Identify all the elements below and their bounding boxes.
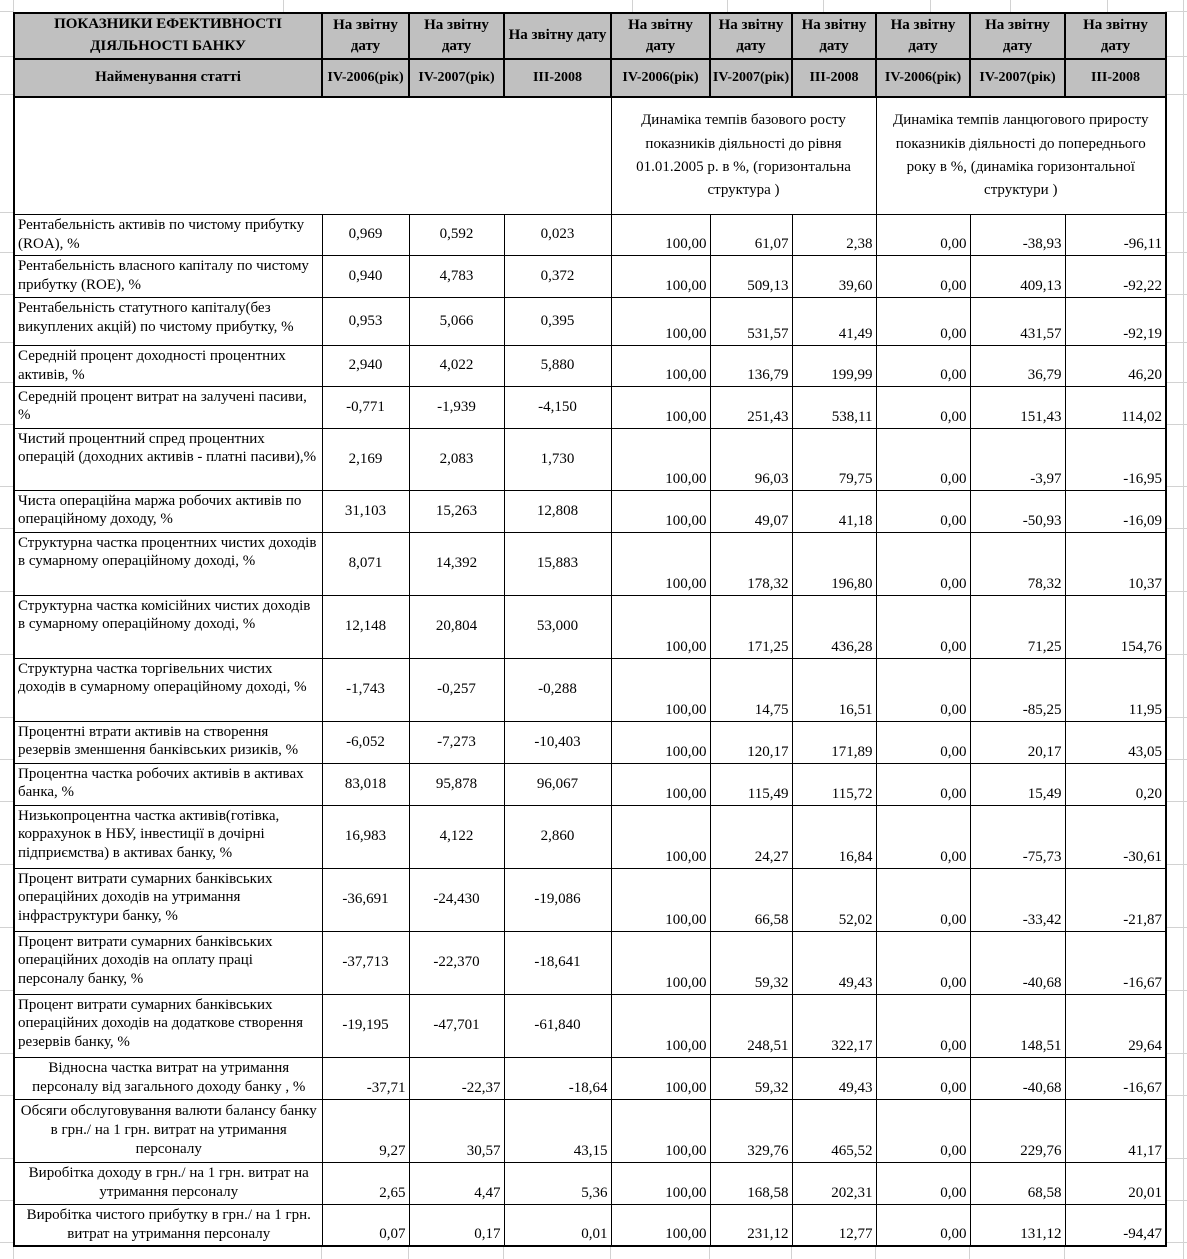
value-cell[interactable]: 100,00	[611, 994, 710, 1057]
indicator-name-cell[interactable]: Процент витрати сумарних банківських операційних доходів на утримання інфраструктури банку, %	[14, 868, 322, 931]
value-cell[interactable]: 0,395	[504, 297, 611, 345]
value-cell[interactable]: 199,99	[792, 345, 876, 386]
value-cell[interactable]: 96,067	[504, 763, 611, 805]
value-cell[interactable]: 0,00	[876, 805, 970, 868]
table-row	[14, 931, 1166, 994]
value-cell[interactable]: 100,00	[611, 297, 710, 345]
value-cell[interactable]: 100,00	[611, 1057, 710, 1099]
report-date-header-cell[interactable]: На звітну дату	[322, 13, 409, 59]
value-cell[interactable]: 509,13	[710, 255, 792, 297]
value-cell[interactable]: -36,691	[322, 868, 409, 931]
value-cell[interactable]: 68,58	[970, 1162, 1065, 1204]
value-cell[interactable]: -50,93	[970, 490, 1065, 532]
value-cell[interactable]: -19,195	[322, 994, 409, 1057]
value-cell[interactable]: 196,80	[792, 532, 876, 595]
spreadsheet-gridline	[0, 342, 13, 343]
indicator-name-cell[interactable]: Структурна частка процентних чистих доходів в сумарному операційному доході, %	[14, 532, 322, 595]
value-cell[interactable]: -96,11	[1065, 215, 1166, 256]
value-cell[interactable]: 4,122	[409, 805, 504, 868]
spreadsheet-gridline	[0, 212, 13, 213]
value-cell[interactable]: 100,00	[611, 1099, 710, 1162]
table-row	[14, 215, 1166, 256]
spreadsheet-gridline	[0, 654, 13, 655]
report-date-header-cell[interactable]: На звітну дату	[409, 13, 504, 59]
value-cell[interactable]: 14,75	[710, 658, 792, 721]
spreadsheet-gridline	[1183, 0, 1184, 1259]
value-cell[interactable]: 20,17	[970, 721, 1065, 763]
value-cell[interactable]: 96,03	[710, 428, 792, 490]
value-cell[interactable]: 100,00	[611, 658, 710, 721]
period-header-cell[interactable]: IV-2006(рік)	[322, 59, 409, 97]
value-cell[interactable]: 248,51	[710, 994, 792, 1057]
value-cell[interactable]: -1,939	[409, 386, 504, 428]
value-cell[interactable]: 12,808	[504, 490, 611, 532]
indicator-name-cell[interactable]: Рентабельність активів по чистому прибутку (ROA), %	[14, 215, 322, 256]
spreadsheet-gridline	[0, 801, 13, 802]
spreadsheet-gridline	[823, 0, 824, 12]
value-cell[interactable]: 2,083	[409, 428, 504, 490]
value-cell[interactable]: 100,00	[611, 345, 710, 386]
table-row	[14, 428, 1166, 490]
spreadsheet-gridline	[727, 0, 728, 12]
value-cell[interactable]: 10,37	[1065, 532, 1166, 595]
value-cell[interactable]: 12,77	[792, 1204, 876, 1246]
spreadsheet-gridline	[930, 0, 931, 12]
value-cell[interactable]: 100,00	[611, 595, 710, 658]
value-cell[interactable]: -75,73	[970, 805, 1065, 868]
value-cell[interactable]: 115,72	[792, 763, 876, 805]
spreadsheet-gridline	[0, 1242, 13, 1243]
value-cell[interactable]: 49,43	[792, 1057, 876, 1099]
table-row	[14, 297, 1166, 345]
table-row	[14, 595, 1166, 658]
value-cell[interactable]: -10,403	[504, 721, 611, 763]
value-cell[interactable]: 100,00	[611, 386, 710, 428]
value-cell[interactable]: -16,95	[1065, 428, 1166, 490]
value-cell[interactable]: 0,00	[876, 1057, 970, 1099]
spreadsheet-gridline	[0, 424, 13, 425]
value-cell[interactable]: 16,51	[792, 658, 876, 721]
value-cell[interactable]: 100,00	[611, 532, 710, 595]
value-cell[interactable]: 0,023	[504, 215, 611, 256]
value-cell[interactable]: 39,60	[792, 255, 876, 297]
value-cell[interactable]: -47,701	[409, 994, 504, 1057]
indicator-name-cell[interactable]: Рентабельність власного капіталу по чистому прибутку (ROE), %	[14, 255, 322, 297]
period-header-cell[interactable]: IV-2007(рік)	[970, 59, 1065, 97]
value-cell[interactable]: 100,00	[611, 215, 710, 256]
spreadsheet-gridline	[0, 1158, 13, 1159]
value-cell[interactable]: -24,430	[409, 868, 504, 931]
value-cell[interactable]: 0,00	[876, 595, 970, 658]
value-cell[interactable]: 14,392	[409, 532, 504, 595]
value-cell[interactable]: 120,17	[710, 721, 792, 763]
spreadsheet-gridline	[0, 927, 13, 928]
value-cell[interactable]: -40,68	[970, 931, 1065, 994]
indicator-name-cell[interactable]: Процент витрати сумарних банківських операційних доходів на оплату праці персоналу банку, %	[14, 931, 322, 994]
table-row	[14, 805, 1166, 868]
value-cell[interactable]: 29,64	[1065, 994, 1166, 1057]
value-cell[interactable]: 11,95	[1065, 658, 1166, 721]
value-cell[interactable]: 100,00	[611, 721, 710, 763]
value-cell[interactable]: 46,20	[1065, 345, 1166, 386]
header-row-dates	[14, 13, 1166, 59]
value-cell[interactable]: 4,022	[409, 345, 504, 386]
spreadsheet-gridline	[0, 759, 13, 760]
value-cell[interactable]: 0,00	[876, 1099, 970, 1162]
value-cell[interactable]: 0,953	[322, 297, 409, 345]
value-cell[interactable]: -18,641	[504, 931, 611, 994]
value-cell[interactable]: 78,32	[970, 532, 1065, 595]
table-row	[14, 868, 1166, 931]
value-cell[interactable]: 0,00	[876, 994, 970, 1057]
report-date-header-cell[interactable]: На звітну дату	[792, 13, 876, 59]
spreadsheet-gridline	[0, 252, 13, 253]
value-cell[interactable]: 0,00	[876, 386, 970, 428]
spreadsheet-gridline	[13, 0, 14, 12]
value-cell[interactable]: 5,880	[504, 345, 611, 386]
value-cell[interactable]: 154,76	[1065, 595, 1166, 658]
value-cell[interactable]: -16,67	[1065, 931, 1166, 994]
value-cell[interactable]: 9,27	[322, 1099, 409, 1162]
value-cell[interactable]: 436,28	[792, 595, 876, 658]
spreadsheet-gridline	[0, 1053, 13, 1054]
indicator-name-cell[interactable]: Виробітка чистого прибутку в грн./ на 1 грн. витрат на утримання персоналу	[14, 1204, 322, 1246]
spreadsheet-gridline	[0, 528, 13, 529]
value-cell[interactable]: 431,57	[970, 297, 1065, 345]
value-cell[interactable]: 0,00	[876, 1162, 970, 1204]
value-cell[interactable]: 36,79	[970, 345, 1065, 386]
value-cell[interactable]: 59,32	[710, 931, 792, 994]
value-cell[interactable]: -37,71	[322, 1057, 409, 1099]
indicator-name-cell[interactable]: Виробітка доходу в грн./ на 1 грн. витрат на утримання персоналу	[14, 1162, 322, 1204]
period-header-cell[interactable]: IV-2006(рік)	[611, 59, 710, 97]
value-cell[interactable]: 0,01	[504, 1204, 611, 1246]
value-cell[interactable]: 41,17	[1065, 1099, 1166, 1162]
value-cell[interactable]: 4,47	[409, 1162, 504, 1204]
value-cell[interactable]: 229,76	[970, 1099, 1065, 1162]
period-header-cell[interactable]: III-2008	[1065, 59, 1166, 97]
indicator-name-cell[interactable]: Процентні втрати активів на створення резервів зменшення банківських ризиків, %	[14, 721, 322, 763]
table-row	[14, 532, 1166, 595]
value-cell[interactable]: 8,071	[322, 532, 409, 595]
value-cell[interactable]: -7,273	[409, 721, 504, 763]
value-cell[interactable]: 0,00	[876, 532, 970, 595]
spreadsheet-gridline	[0, 1200, 13, 1201]
value-cell[interactable]: 15,49	[970, 763, 1065, 805]
value-cell[interactable]: 0,940	[322, 255, 409, 297]
value-cell[interactable]: 24,27	[710, 805, 792, 868]
value-cell[interactable]: 0,00	[876, 297, 970, 345]
value-cell[interactable]: 0,00	[876, 490, 970, 532]
table-row	[14, 386, 1166, 428]
spreadsheet-gridline	[0, 11, 13, 12]
value-cell[interactable]: 100,00	[611, 428, 710, 490]
value-cell[interactable]: 136,79	[710, 345, 792, 386]
chain-growth-note[interactable]: Динаміка темпів ланцюгового приросту показників діяльності до попереднього року в %, (динаміка горизонтальної структури )	[876, 97, 1166, 215]
value-cell[interactable]: 2,169	[322, 428, 409, 490]
value-cell[interactable]: 151,43	[970, 386, 1065, 428]
value-cell[interactable]: 114,02	[1065, 386, 1166, 428]
notes-row	[14, 97, 1166, 215]
value-cell[interactable]: 15,263	[409, 490, 504, 532]
table-row	[14, 658, 1166, 721]
value-cell[interactable]: -92,19	[1065, 297, 1166, 345]
value-cell[interactable]: 0,592	[409, 215, 504, 256]
indicator-name-cell[interactable]: Обсяги обслуговування валюти балансу банку в грн./ на 1 грн. витрат на утримання персоналу	[14, 1099, 322, 1162]
spreadsheet-gridline	[0, 486, 13, 487]
indicator-name-cell[interactable]: Середній процент витрат на залучені пасиви, %	[14, 386, 322, 428]
value-cell[interactable]: -40,68	[970, 1057, 1065, 1099]
value-cell[interactable]: -85,25	[970, 658, 1065, 721]
spreadsheet-gridline	[1010, 0, 1011, 12]
indicator-name-cell[interactable]: Рентабельність статутного капіталу(без викуплених акцій) по чистому прибутку, %	[14, 297, 322, 345]
empty-note-cell[interactable]	[14, 97, 611, 215]
value-cell[interactable]: 531,57	[710, 297, 792, 345]
value-cell[interactable]: 61,07	[710, 215, 792, 256]
value-cell[interactable]: 0,00	[876, 763, 970, 805]
report-date-header-cell[interactable]: На звітну дату	[970, 13, 1065, 59]
value-cell[interactable]: 0,00	[876, 255, 970, 297]
value-cell[interactable]: 0,00	[876, 428, 970, 490]
spreadsheet-gridline	[0, 94, 13, 95]
spreadsheet-gridline	[0, 382, 13, 383]
indicator-name-cell[interactable]: Середній процент доходності процентних активів, %	[14, 345, 322, 386]
value-cell[interactable]: -37,713	[322, 931, 409, 994]
value-cell[interactable]: 5,066	[409, 297, 504, 345]
value-cell[interactable]: 2,65	[322, 1162, 409, 1204]
value-cell[interactable]: 43,05	[1065, 721, 1166, 763]
value-cell[interactable]: 409,13	[970, 255, 1065, 297]
value-cell[interactable]: 100,00	[611, 763, 710, 805]
value-cell[interactable]: -21,87	[1065, 868, 1166, 931]
value-cell[interactable]: -16,09	[1065, 490, 1166, 532]
value-cell[interactable]: 15,883	[504, 532, 611, 595]
spreadsheet-gridline	[0, 717, 13, 718]
value-cell[interactable]: 131,12	[970, 1204, 1065, 1246]
indicator-name-cell[interactable]: Чистий процентний спред процентних операцій (доходних активів - платні пасиви),%	[14, 428, 322, 490]
value-cell[interactable]: 16,84	[792, 805, 876, 868]
value-cell[interactable]: -4,150	[504, 386, 611, 428]
value-cell[interactable]: 251,43	[710, 386, 792, 428]
value-cell[interactable]: -22,37	[409, 1057, 504, 1099]
value-cell[interactable]: 100,00	[611, 931, 710, 994]
value-cell[interactable]: 71,25	[970, 595, 1065, 658]
value-cell[interactable]: 465,52	[792, 1099, 876, 1162]
period-header-cell[interactable]: III-2008	[504, 59, 611, 97]
spreadsheet-gridline	[0, 864, 13, 865]
value-cell[interactable]: 0,969	[322, 215, 409, 256]
value-cell[interactable]: -22,370	[409, 931, 504, 994]
value-cell[interactable]: 49,07	[710, 490, 792, 532]
value-cell[interactable]: 100,00	[611, 255, 710, 297]
value-cell[interactable]: 100,00	[611, 868, 710, 931]
value-cell[interactable]: 0,372	[504, 255, 611, 297]
value-cell[interactable]: -3,97	[970, 428, 1065, 490]
value-cell[interactable]: 20,01	[1065, 1162, 1166, 1204]
value-cell[interactable]: 5,36	[504, 1162, 611, 1204]
value-cell[interactable]: -18,64	[504, 1057, 611, 1099]
value-cell[interactable]: 49,43	[792, 931, 876, 994]
table-row	[14, 1099, 1166, 1162]
value-cell[interactable]: 0,00	[876, 215, 970, 256]
period-header-cell[interactable]: III-2008	[792, 59, 876, 97]
value-cell[interactable]: 12,148	[322, 595, 409, 658]
table-row	[14, 345, 1166, 386]
value-cell[interactable]: 0,00	[876, 931, 970, 994]
table-row	[14, 255, 1166, 297]
value-cell[interactable]: 30,57	[409, 1099, 504, 1162]
value-cell[interactable]: -16,67	[1065, 1057, 1166, 1099]
value-cell[interactable]: 168,58	[710, 1162, 792, 1204]
value-cell[interactable]: 100,00	[611, 1162, 710, 1204]
value-cell[interactable]: -61,840	[504, 994, 611, 1057]
value-cell[interactable]: 100,00	[611, 490, 710, 532]
base-growth-note[interactable]: Динаміка темпів базового росту показників діяльності до рівня 01.01.2005 р. в %, (горизонтальна структура )	[611, 97, 876, 215]
spreadsheet-gridline	[0, 990, 13, 991]
value-cell[interactable]: 171,89	[792, 721, 876, 763]
value-cell[interactable]: 41,49	[792, 297, 876, 345]
value-cell[interactable]: -0,257	[409, 658, 504, 721]
value-cell[interactable]: 100,00	[611, 805, 710, 868]
value-cell[interactable]: 0,00	[876, 345, 970, 386]
value-cell[interactable]: 0,07	[322, 1204, 409, 1246]
value-cell[interactable]: 329,76	[710, 1099, 792, 1162]
value-cell[interactable]: 31,103	[322, 490, 409, 532]
indicator-name-cell[interactable]: Низькопроцентна частка активів(готівка, коррахунок в НБУ, інвестиції в дочірні підприємства) в активах банку, %	[14, 805, 322, 868]
value-cell[interactable]: 2,940	[322, 345, 409, 386]
value-cell[interactable]: 0,17	[409, 1204, 504, 1246]
value-cell[interactable]: 1,730	[504, 428, 611, 490]
spreadsheet-gridline	[1107, 0, 1108, 12]
table-row	[14, 490, 1166, 532]
table-row	[14, 763, 1166, 805]
period-header-cell[interactable]: IV-2007(рік)	[409, 59, 504, 97]
value-cell[interactable]: 95,878	[409, 763, 504, 805]
value-cell[interactable]: 4,783	[409, 255, 504, 297]
period-header-cell[interactable]: IV-2006(рік)	[876, 59, 970, 97]
value-cell[interactable]: -94,47	[1065, 1204, 1166, 1246]
indicator-name-cell[interactable]: Відносна частка витрат на утримання персоналу від загального доходу банку , %	[14, 1057, 322, 1099]
report-date-header-cell[interactable]: На звітну дату	[710, 13, 792, 59]
value-cell[interactable]: 0,20	[1065, 763, 1166, 805]
value-cell[interactable]: 0,00	[876, 721, 970, 763]
value-cell[interactable]: 100,00	[611, 1204, 710, 1246]
value-cell[interactable]: 2,38	[792, 215, 876, 256]
value-cell[interactable]: -6,052	[322, 721, 409, 763]
value-cell[interactable]: 178,32	[710, 532, 792, 595]
spreadsheet-gridline	[0, 1095, 13, 1096]
report-date-header-cell[interactable]: На звітну дату	[611, 13, 710, 59]
indicators-table	[13, 12, 1167, 1247]
value-cell[interactable]: 83,018	[322, 763, 409, 805]
indicator-name-cell[interactable]: Чиста операційна маржа робочих активів по операційному доходу, %	[14, 490, 322, 532]
value-cell[interactable]: 171,25	[710, 595, 792, 658]
value-cell[interactable]: -0,771	[322, 386, 409, 428]
value-cell[interactable]: 53,000	[504, 595, 611, 658]
spreadsheet-gridline	[0, 591, 13, 592]
indicator-name-cell[interactable]: Структурна частка торгівельних чистих доходів в сумарному операційному доході, %	[14, 658, 322, 721]
value-cell[interactable]: -33,42	[970, 868, 1065, 931]
value-cell[interactable]: -92,22	[1065, 255, 1166, 297]
value-cell[interactable]: -1,743	[322, 658, 409, 721]
spreadsheet-gridline	[0, 294, 13, 295]
indicator-name-cell[interactable]: Процент витрати сумарних банківських операційних доходів на додаткове створення резервів банку, %	[14, 994, 322, 1057]
report-date-header-cell[interactable]: На звітну дату	[1065, 13, 1166, 59]
value-cell[interactable]: 202,31	[792, 1162, 876, 1204]
table-body	[14, 13, 1166, 1246]
value-cell[interactable]: -30,61	[1065, 805, 1166, 868]
indicator-name-cell[interactable]: Структурна частка комісійних чистих доходів в сумарному операційному доході, %	[14, 595, 322, 658]
table-title[interactable]: ПОКАЗНИКИ ЕФЕКТИВНОСТІ ДІЯЛЬНОСТІ БАНКУ	[14, 13, 322, 59]
header-row-periods	[14, 59, 1166, 97]
value-cell[interactable]: 59,32	[710, 1057, 792, 1099]
spreadsheet-gridline	[0, 56, 13, 57]
spreadsheet-gridline	[632, 0, 633, 12]
value-cell[interactable]: 322,17	[792, 994, 876, 1057]
value-cell[interactable]: 0,00	[876, 658, 970, 721]
report-date-header-cell[interactable]: На звітну дату	[876, 13, 970, 59]
value-cell[interactable]: -19,086	[504, 868, 611, 931]
table-row	[14, 994, 1166, 1057]
period-header-cell[interactable]: IV-2007(рік)	[710, 59, 792, 97]
value-cell[interactable]: -38,93	[970, 215, 1065, 256]
name-column-header[interactable]: Найменування статті	[14, 59, 322, 97]
value-cell[interactable]: 66,58	[710, 868, 792, 931]
value-cell[interactable]: 52,02	[792, 868, 876, 931]
table-row	[14, 721, 1166, 763]
value-cell[interactable]: 115,49	[710, 763, 792, 805]
value-cell[interactable]: 148,51	[970, 994, 1065, 1057]
value-cell[interactable]: 0,00	[876, 1204, 970, 1246]
value-cell[interactable]: 231,12	[710, 1204, 792, 1246]
value-cell[interactable]: -0,288	[504, 658, 611, 721]
table-row	[14, 1162, 1166, 1204]
value-cell[interactable]: 41,18	[792, 490, 876, 532]
value-cell[interactable]: 0,00	[876, 868, 970, 931]
report-date-header-cell[interactable]: На звітну дату	[504, 13, 611, 59]
value-cell[interactable]: 538,11	[792, 386, 876, 428]
table-row	[14, 1204, 1166, 1246]
value-cell[interactable]: 20,804	[409, 595, 504, 658]
value-cell[interactable]: 79,75	[792, 428, 876, 490]
indicator-name-cell[interactable]: Процентна частка робочих активів в активах банка, %	[14, 763, 322, 805]
value-cell[interactable]: 2,860	[504, 805, 611, 868]
table-row	[14, 1057, 1166, 1099]
spreadsheet-gridline	[283, 0, 284, 12]
value-cell[interactable]: 16,983	[322, 805, 409, 868]
value-cell[interactable]: 43,15	[504, 1099, 611, 1162]
